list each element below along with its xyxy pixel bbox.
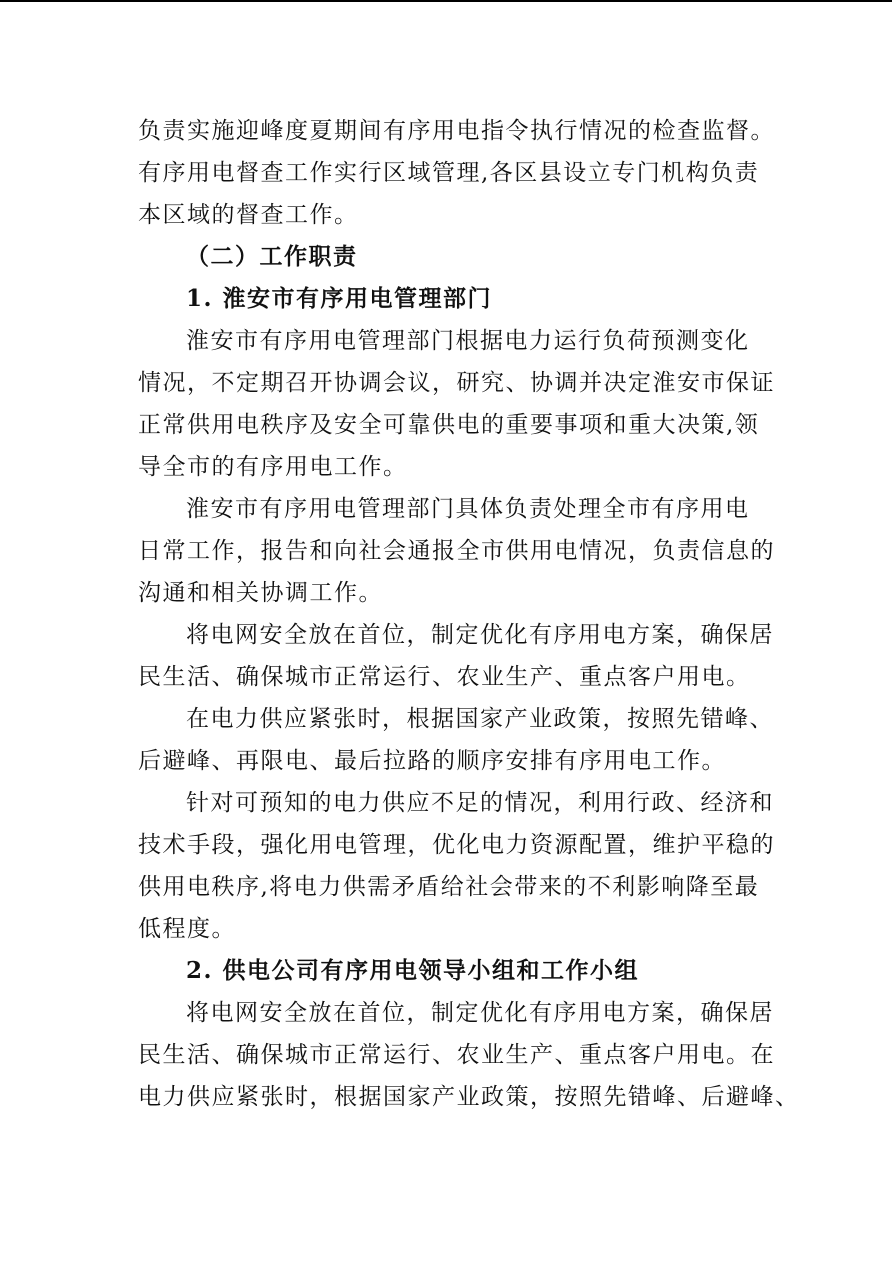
document-page — [138, 110, 800, 1118]
text-line: 针对可预知的电力供应不足的情况，利用行政、经济和 — [186, 790, 774, 816]
text-line: 负责实施迎峰度夏期间有序用电指令执行情况的检查监督。 — [138, 118, 775, 144]
paragraph-power-company — [138, 992, 800, 1118]
text-line: 有序用电督查工作实行区域管理,各区县设立专门机构负责 — [138, 160, 760, 186]
section-heading-work-duties: （二）工作职责 — [186, 243, 358, 270]
text-line: 沟通和相关协调工作。 — [138, 580, 383, 606]
subheading-power-company-groups: 2. 供电公司有序用电领导小组和工作小组 — [186, 957, 640, 984]
text-line: 低程度。 — [138, 916, 236, 942]
text-line: 电力供应紧张时，根据国家产业政策，按照先错峰、后避峰、 — [138, 1084, 800, 1110]
paragraph-grid-safety — [138, 614, 774, 698]
subheading-management-department: 1. 淮安市有序用电管理部门 — [186, 285, 493, 312]
text-line: 本区域的督查工作。 — [138, 202, 359, 228]
text-line: 民生活、确保城市正常运行、农业生产、重点客户用电。 — [138, 664, 751, 690]
top-border-line — [0, 0, 892, 2]
paragraph-foreseeable-shortage — [138, 782, 775, 950]
text-line: 淮安市有序用电管理部门具体负责处理全市有序用电 — [186, 496, 750, 522]
continuation-paragraph — [138, 110, 775, 236]
text-line: 导全市的有序用电工作。 — [138, 454, 408, 480]
text-line: 供用电秩序,将电力供需矛盾给社会带来的不利影响降至最 — [138, 874, 760, 900]
paragraph-daily-work — [138, 488, 775, 614]
text-line: 在电力供应紧张时，根据国家产业政策，按照先错峰、 — [186, 706, 774, 732]
text-line: 正常供用电秩序及安全可靠供电的重要事项和重大决策,领 — [138, 412, 760, 438]
text-line: 后避峰、再限电、最后拉路的顺序安排有序用电工作。 — [138, 748, 726, 774]
text-line: 情况，不定期召开协调会议，研究、协调并决定淮安市保证 — [138, 370, 775, 396]
text-line: 民生活、确保城市正常运行、农业生产、重点客户用电。在 — [138, 1042, 775, 1068]
text-line: 淮安市有序用电管理部门根据电力运行负荷预测变化 — [186, 328, 750, 354]
paragraph-management-decisions — [138, 320, 775, 488]
text-line: 技术手段，强化用电管理，优化电力资源配置，维护平稳的 — [138, 832, 775, 858]
text-line: 将电网安全放在首位，制定优化有序用电方案，确保居 — [186, 622, 774, 648]
text-line: 日常工作，报告和向社会通报全市供用电情况，负责信息的 — [138, 538, 775, 564]
text-line: 将电网安全放在首位，制定优化有序用电方案，确保居 — [186, 1000, 774, 1026]
paragraph-supply-shortage — [138, 698, 774, 782]
